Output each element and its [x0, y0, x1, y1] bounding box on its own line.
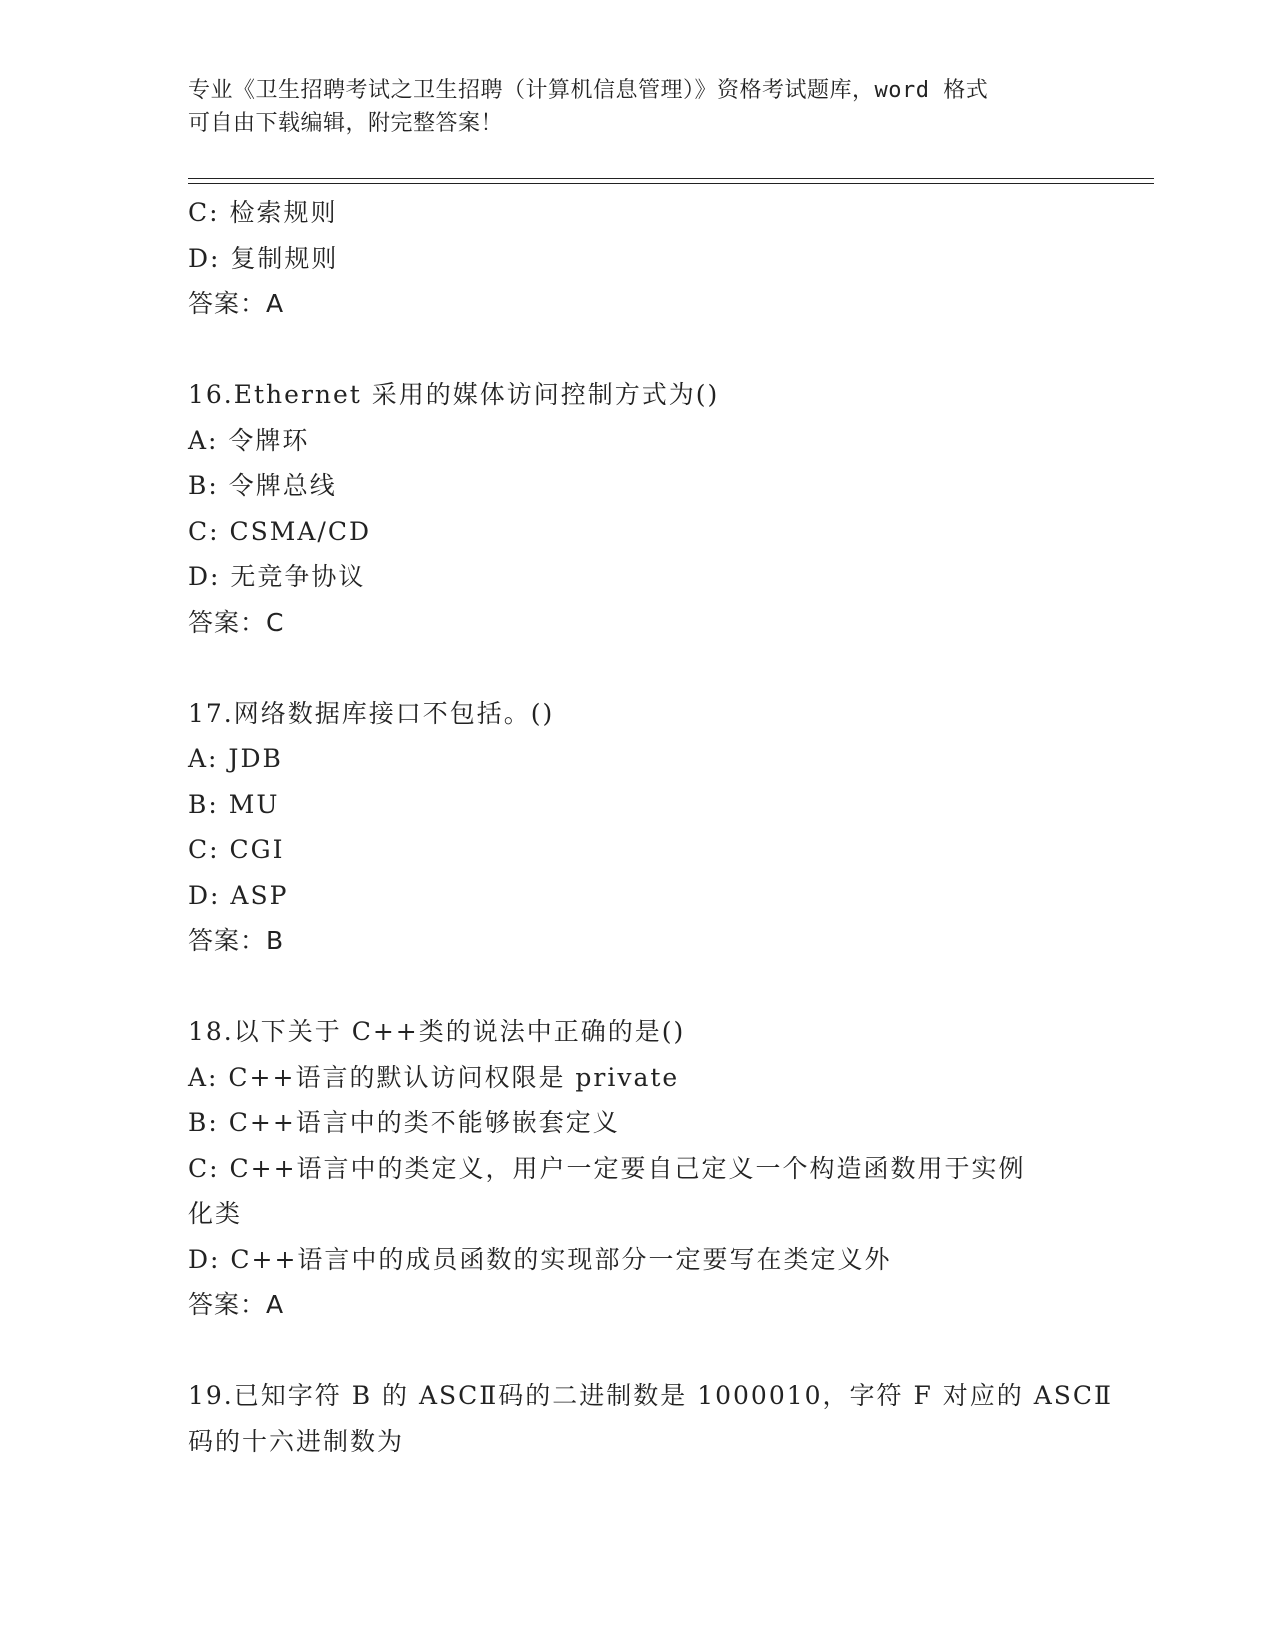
spacer [188, 964, 1088, 1010]
option-d: D: 复制规则 [188, 243, 339, 273]
question-stem: 16.Ethernet 采用的媒体访问控制方式为() [188, 380, 720, 409]
option-b: B: 令牌总线 [188, 471, 337, 500]
option-c: C: CGI [188, 835, 285, 864]
answer-line: 答案：A [188, 1290, 285, 1319]
answer-line: 答案：B [188, 926, 285, 955]
header-rule-bottom [188, 183, 1154, 184]
option-a: A: C++语言的默认访问权限是 private [188, 1062, 680, 1092]
question-stem-continued: 码的十六进制数为 [188, 1426, 405, 1456]
header-line-2: 可自由下载编辑，附完整答案！ [188, 111, 504, 136]
question-stem: 17.网络数据库接口不包括。() [188, 698, 555, 728]
option-b: B: C++语言中的类不能够嵌套定义 [188, 1108, 620, 1137]
spacer [188, 327, 1088, 373]
answer-line: 答案：A [188, 289, 285, 318]
question-stem: 19.已知字符 B 的 ASCⅡ码的二进制数是 1000010，字符 F 对应的 ASCⅡ [188, 1381, 1114, 1410]
option-c: C: 检索规则 [188, 198, 338, 227]
header-line-1: 专业《卫生招聘考试之卫生招聘（计算机信息管理）》资格考试题库，word 格式 [188, 78, 989, 103]
option-a: A: 令牌环 [188, 425, 310, 455]
question-list [188, 190, 1114, 1464]
option-d: D: 无竞争协议 [188, 562, 366, 591]
option-c: C: C++语言中的类定义，用户一定要自己定义一个构造函数用于实例 [188, 1153, 1026, 1183]
option-d: D: C++语言中的成员函数的实现部分一定要写在类定义外 [188, 1244, 892, 1274]
option-d: D: ASP [188, 880, 289, 910]
option-b: B: MU [188, 789, 280, 819]
option-c: C: CSMA/CD [188, 516, 372, 546]
question-stem: 18.以下关于 C++类的说法中正确的是() [188, 1017, 686, 1046]
option-a: A: JDB [188, 744, 283, 773]
spacer [188, 1328, 1088, 1374]
header-rule-top [188, 178, 1154, 179]
option-c-continued: 化类 [188, 1199, 243, 1228]
spacer [188, 645, 1088, 691]
answer-line: 答案：C [188, 607, 285, 637]
document-header [188, 74, 1088, 140]
